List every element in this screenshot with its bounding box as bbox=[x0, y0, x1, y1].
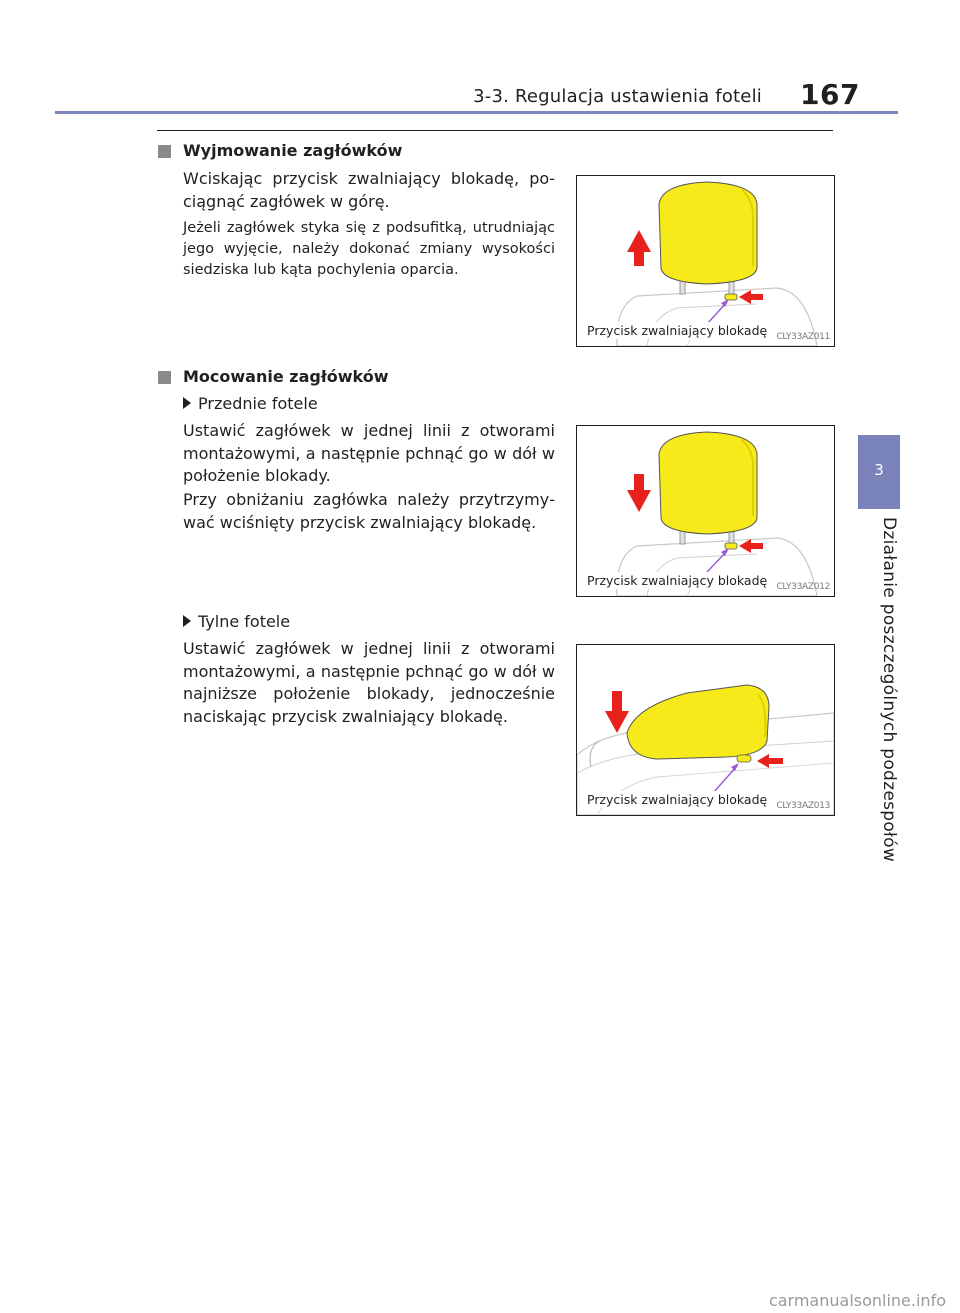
chapter-tab bbox=[858, 435, 900, 509]
figure-code: CLY33AZ011 bbox=[776, 332, 830, 342]
footer-watermark: carmanualsonline.info bbox=[768, 1291, 946, 1310]
front-seats-label: Przednie fotele bbox=[198, 394, 318, 413]
removal-paragraph-2: Jeżeli zagłówek styka się z podsufitką, utrudniając jego wyjęcie, należy dokonać zmiany wysokości siedziska lub kąta pochylenia oparcia. bbox=[183, 220, 555, 278]
figure-code: CLY33AZ013 bbox=[776, 801, 830, 811]
headrest-down-illustration bbox=[577, 426, 834, 596]
installation-heading: Mocowanie zagłówków bbox=[183, 367, 389, 386]
page-number: 167 bbox=[800, 78, 860, 111]
removal-heading: Wyjmowanie zagłówków bbox=[183, 141, 403, 160]
bullet-triangle-icon bbox=[183, 615, 191, 627]
section-marker-icon bbox=[158, 145, 171, 158]
chapter-title: Działanie poszczególnych podzespołów bbox=[879, 517, 899, 863]
release-button-label: Przycisk zwalniający blokadę bbox=[583, 322, 771, 339]
front-seats-bullet bbox=[183, 394, 318, 413]
release-button-label: Przycisk zwalniający blokadę bbox=[583, 791, 771, 808]
section-divider bbox=[157, 130, 833, 131]
figure-headrest-removal bbox=[576, 175, 835, 347]
arrow-down-icon bbox=[627, 474, 651, 512]
removal-paragraph-1: Wciskając przycisk zwalniający blokadę, pociągnąć zagłówek w górę. bbox=[183, 169, 555, 211]
rear-seats-bullet bbox=[183, 612, 290, 631]
header-divider bbox=[55, 111, 898, 114]
headrest-up-illustration bbox=[577, 176, 834, 346]
front-paragraph-1: Ustawić zagłówek w jednej linii z otworami montażowymi, a następnie pchnąć go w dół w położenie blokady. bbox=[183, 421, 555, 485]
arrow-up-icon bbox=[627, 230, 651, 266]
rear-headrest-illustration bbox=[577, 645, 834, 815]
rear-seats-label: Tylne fotele bbox=[198, 612, 291, 631]
front-paragraph-2: Przy obniżaniu zagłówka należy przytrzymywać wciśnięty przycisk zwalniający blokadę. bbox=[183, 490, 555, 532]
bullet-triangle-icon bbox=[183, 397, 191, 409]
release-button-label: Przycisk zwalniający blokadę bbox=[583, 572, 771, 589]
arrow-down-icon bbox=[605, 691, 629, 733]
section-marker-icon bbox=[158, 371, 171, 384]
figure-rear-headrest-install bbox=[576, 644, 835, 816]
figure-code: CLY33AZ012 bbox=[776, 582, 830, 592]
figure-front-headrest-install bbox=[576, 425, 835, 597]
rear-paragraph-1: Ustawić zagłówek w jednej linii z otworami montażowymi, a następnie pchnąć go w dół w najniższe położenie blokady, jednocześnie naciskając przycisk zwalniający blokadę. bbox=[183, 639, 555, 726]
section-title: 3-3. Regulacja ustawienia foteli bbox=[473, 86, 762, 107]
chapter-number: 3 bbox=[874, 461, 884, 479]
